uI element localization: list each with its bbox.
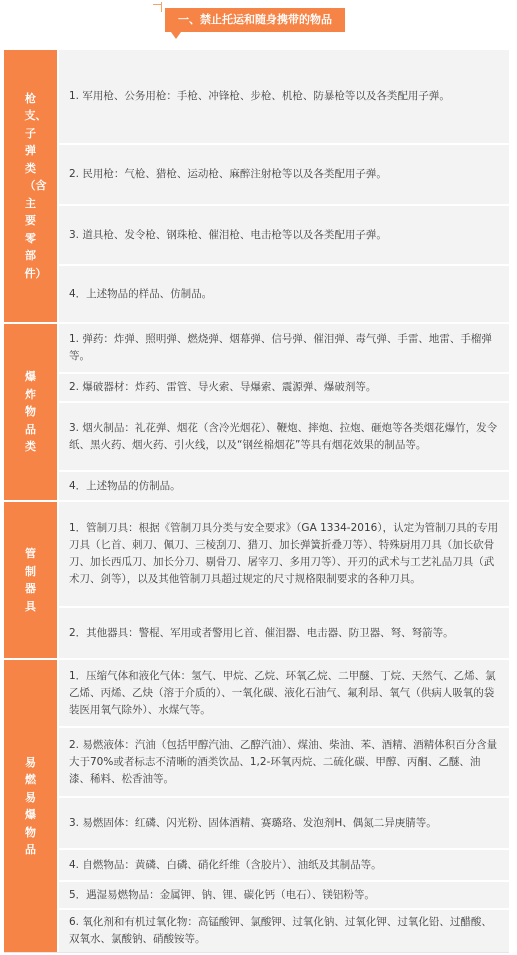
item-text: 1. 弹药：炸弹、照明弹、燃烧弹、烟幕弹、信号弹、催泪弹、毒气弹、手雷、地雷、手榴弹等。	[69, 333, 492, 362]
item-text: 6. 氧化剂和有机过氧化物：高锰酸钾、氯酸钾、过氧化钠、过氧化钾、过氧化铅、过醋酸、双氧水、氯酸钠、硝酸铵等。	[69, 916, 492, 945]
category-label	[4, 324, 57, 500]
item-row	[59, 798, 509, 848]
item-text: 2. 爆破器材：炸药、雷管、导火索、导爆索、震源弹、爆破剂等。	[69, 381, 377, 393]
item-row	[59, 608, 509, 658]
item-text: 2. 民用枪：气枪、猎枪、运动枪、麻醉注射枪等以及各类配用子弹。	[69, 168, 387, 180]
item-text: 3. 道具枪、发令枪、钢珠枪、催泪枪、电击枪等以及各类配用子弹。	[69, 228, 387, 241]
section-controlled-instruments	[4, 502, 509, 658]
item-text: 4. 自燃物品：黄磷、白磷、硝化纤维（含胶片）、油纸及其制品等。	[69, 858, 382, 871]
table-bottom-border	[4, 952, 509, 953]
item-row	[59, 502, 509, 606]
item-row	[59, 910, 509, 952]
item-row	[59, 850, 509, 880]
item-text: 1．压缩气体和液化气体：氢气、甲烷、乙烷、环氧乙烷、二甲醚、丁烷、天然气、乙烯、氯乙烯、丙烯、乙炔（溶于介质的）、一氧化碳、液化石油气、氟利昂、氧气（供病人吸氧的袋装医用氧气除外）、水煤气等。	[69, 669, 496, 716]
item-text: 2. 易燃液体：汽油（包括甲醇汽油、乙醇汽油）、煤油、柴油、苯、酒精、酒精体积百分含量大于70%或者标志不清晰的酒类饮品、1,2-环氧丙烷、二硫化碳、甲醇、丙酮、乙醚、油漆、稀料、松香油等。	[69, 738, 498, 785]
item-row	[59, 324, 509, 372]
section-header	[0, 0, 517, 50]
section-explosives	[4, 324, 509, 500]
item-text: 4．上述物品的样品、仿制品。	[69, 287, 213, 300]
item-text: 3. 易燃固体：红磷、闪光粉、固体酒精、赛璐珞、发泡剂H、偶氮二异庚腈等。	[69, 816, 437, 829]
section-title: 一、禁止托运和随身携带的物品	[165, 8, 345, 32]
category-label	[4, 50, 57, 322]
item-row	[59, 374, 509, 401]
item-row	[59, 403, 509, 470]
item-text: 1. 军用枪、公务用枪：手枪、冲锋枪、步枪、机枪、防暴枪等以及各类配用子弹。	[69, 90, 450, 102]
item-text: 4．上述物品的仿制品。	[69, 479, 181, 492]
item-row	[59, 882, 509, 908]
item-row	[59, 206, 509, 264]
category-text: 管制器具	[25, 547, 36, 613]
item-text: 1．管制刀具：根据《管制刀具分类与安全要求》（GA 1334-2016），认定为管制刀具的专用刀具（匕首、刺刀、佩刀、三棱刮刀、猎刀、加长弹簧折叠刀等）、特殊厨用刀具（加长砍骨刀、加长西瓜刀、加长分刀、剔骨刀、屠宰刀、多用刀等）、开刃的武术与工艺礼品刀具（武术刀、剑等），以及其他管制刀具超过规定的尺寸规格限制要求的各种刀具。	[69, 522, 499, 585]
category-label	[4, 660, 57, 952]
item-row	[59, 728, 509, 796]
category-text: 易燃易爆物品	[25, 755, 36, 856]
item-row	[59, 145, 509, 204]
item-row	[59, 472, 509, 500]
category-text: 爆炸物品类	[25, 370, 36, 454]
item-text: 5．遇湿易燃物品：金属钾、钠、锂、碳化钙（电石）、镁铝粉等。	[69, 888, 375, 901]
item-text: 2．其他器具：警棍、军用或者警用匕首、催泪器、电击器、防卫器、弩、弩箭等。	[69, 626, 454, 639]
item-text: 3. 烟火制品：礼花弹、烟花（含冷光烟花）、鞭炮、摔炮、拉炮、砸炮等各类烟花爆竹，发令纸、黑火药、烟火药、引火线，以及“钢丝棉烟花”等具有烟花效果的制品等。	[69, 421, 498, 451]
category-text: 枪支、子弹类（含主要零部件）	[24, 91, 47, 280]
item-row	[59, 50, 509, 143]
prohibited-items-table	[4, 50, 509, 952]
item-row	[59, 266, 509, 322]
header-notch	[171, 32, 181, 39]
category-label	[4, 502, 57, 658]
header-decoration-tick	[153, 4, 161, 5]
section-flammable	[4, 660, 509, 952]
section-firearms	[4, 50, 509, 322]
item-row	[59, 660, 509, 726]
header-decoration-line	[161, 2, 162, 12]
